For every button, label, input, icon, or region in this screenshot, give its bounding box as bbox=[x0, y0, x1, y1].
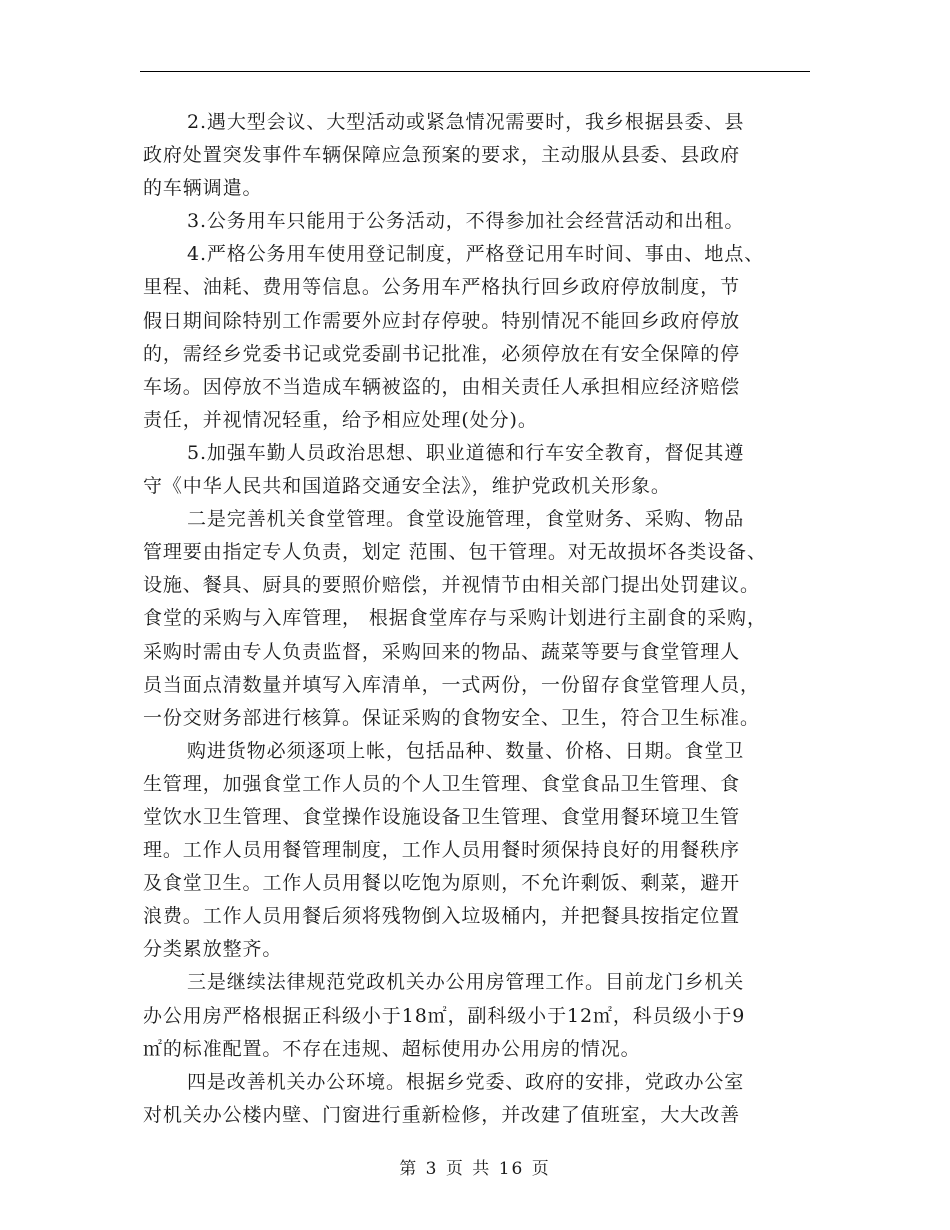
document-body bbox=[143, 106, 809, 1132]
paragraph-line: 的，需经乡党委书记或党委副书记批准，必须停放在有安全保障的停 bbox=[143, 342, 741, 365]
paragraph-line: 四是改善机关办公环境。根据乡党委、政府的安排，党政办公室 bbox=[187, 1070, 745, 1093]
header-rule bbox=[140, 71, 810, 72]
paragraph-line: 政府处置突发事件车辆保障应急预案的要求，主动服从县委、县政府 bbox=[143, 144, 741, 167]
paragraph-line: 及食堂卫生。工作人员用餐以吃饱为原则，不允许剩饭、剩菜，避开 bbox=[143, 872, 741, 895]
page-number-footer: 第 3 页 共 16 页 bbox=[399, 1159, 551, 1179]
paragraph-line: 办公用房严格根据正科级小于18㎡，副科级小于12㎡，科员级小于9 bbox=[143, 1004, 746, 1027]
paragraph-line: 假日期间除特别工作需要外应封存停驶。特别情况不能回乡政府停放 bbox=[143, 309, 741, 332]
paragraph-line: 理。工作人员用餐管理制度，工作人员用餐时须保持良好的用餐秩序 bbox=[143, 839, 741, 862]
paragraph-line: 2.遇大型会议、大型活动或紧急情况需要时，我乡根据县委、县 bbox=[187, 111, 745, 133]
paragraph-line: 三是继续法律规范党政机关办公用房管理工作。目前龙门乡机关 bbox=[187, 971, 745, 994]
paragraph-line: 对机关办公楼内壁、门窗进行重新检修，并改建了值班室，大大改善 bbox=[143, 1103, 741, 1126]
paragraph-line: 5.加强车勤人员政治思想、职业道德和行车安全教育，督促其遵 bbox=[187, 441, 745, 464]
paragraph-line: 管理要由指定专人负责，划定 范围、包干管理。对无故损坏各类设备、 bbox=[143, 541, 767, 564]
paragraph-line: 4.严格公务用车使用登记制度，严格登记用车时间、事由、地点、 bbox=[187, 243, 765, 266]
paragraph-line: ㎡的标准配置。不存在违规、超标使用办公用房的情况。 bbox=[143, 1037, 641, 1060]
paragraph-line: 一份交财务部进行核算。保证采购的食物安全、卫生，符合卫生标准。 bbox=[143, 706, 760, 729]
paragraph-line: 3.公务用车只能用于公务活动，不得参加社会经营活动和出租。 bbox=[187, 210, 745, 233]
paragraph-line: 二是完善机关食堂管理。食堂设施管理，食堂财务、采购、物品 bbox=[187, 508, 745, 531]
paragraph-line: 购进货物必须逐项上帐，包括品种、数量、价格、日期。食堂卫 bbox=[187, 739, 745, 762]
paragraph-line: 分类累放整齐。 bbox=[143, 938, 283, 961]
paragraph-line: 员当面点清数量并填写入库清单，一式两份，一份留存食堂管理人员， bbox=[143, 673, 760, 696]
paragraph-line: 生管理，加强食堂工作人员的个人卫生管理、食堂食品卫生管理、食 bbox=[143, 772, 741, 795]
paragraph-line: 浪费。工作人员用餐后须将残物倒入垃圾桶内，并把餐具按指定位置 bbox=[143, 905, 741, 928]
paragraph-line: 食堂的采购与入库管理， 根据食堂库存与采购计划进行主副食的采购， bbox=[143, 607, 767, 630]
paragraph-line: 车场。因停放不当造成车辆被盗的，由相关责任人承担相应经济赔偿 bbox=[143, 375, 741, 398]
paragraph-line: 的车辆调遣。 bbox=[143, 177, 263, 200]
paragraph-line: 里程、油耗、费用等信息。公务用车严格执行回乡政府停放制度，节 bbox=[143, 276, 741, 299]
paragraph-line: 责任，并视情况轻重，给予相应处理(处分)。 bbox=[143, 408, 538, 431]
paragraph-line: 守《中华人民共和国道路交通安全法》，维护党政机关形象。 bbox=[143, 475, 671, 498]
paragraph-line: 设施、餐具、厨具的要照价赔偿，并视情节由相关部门提出处罚建议。 bbox=[143, 574, 760, 597]
paragraph-line: 采购时需由专人负责监督，采购回来的物品、蔬菜等要与食堂管理人 bbox=[143, 640, 741, 663]
paragraph-line: 堂饮水卫生管理、食堂操作设施设备卫生管理、食堂用餐环境卫生管 bbox=[143, 805, 741, 828]
